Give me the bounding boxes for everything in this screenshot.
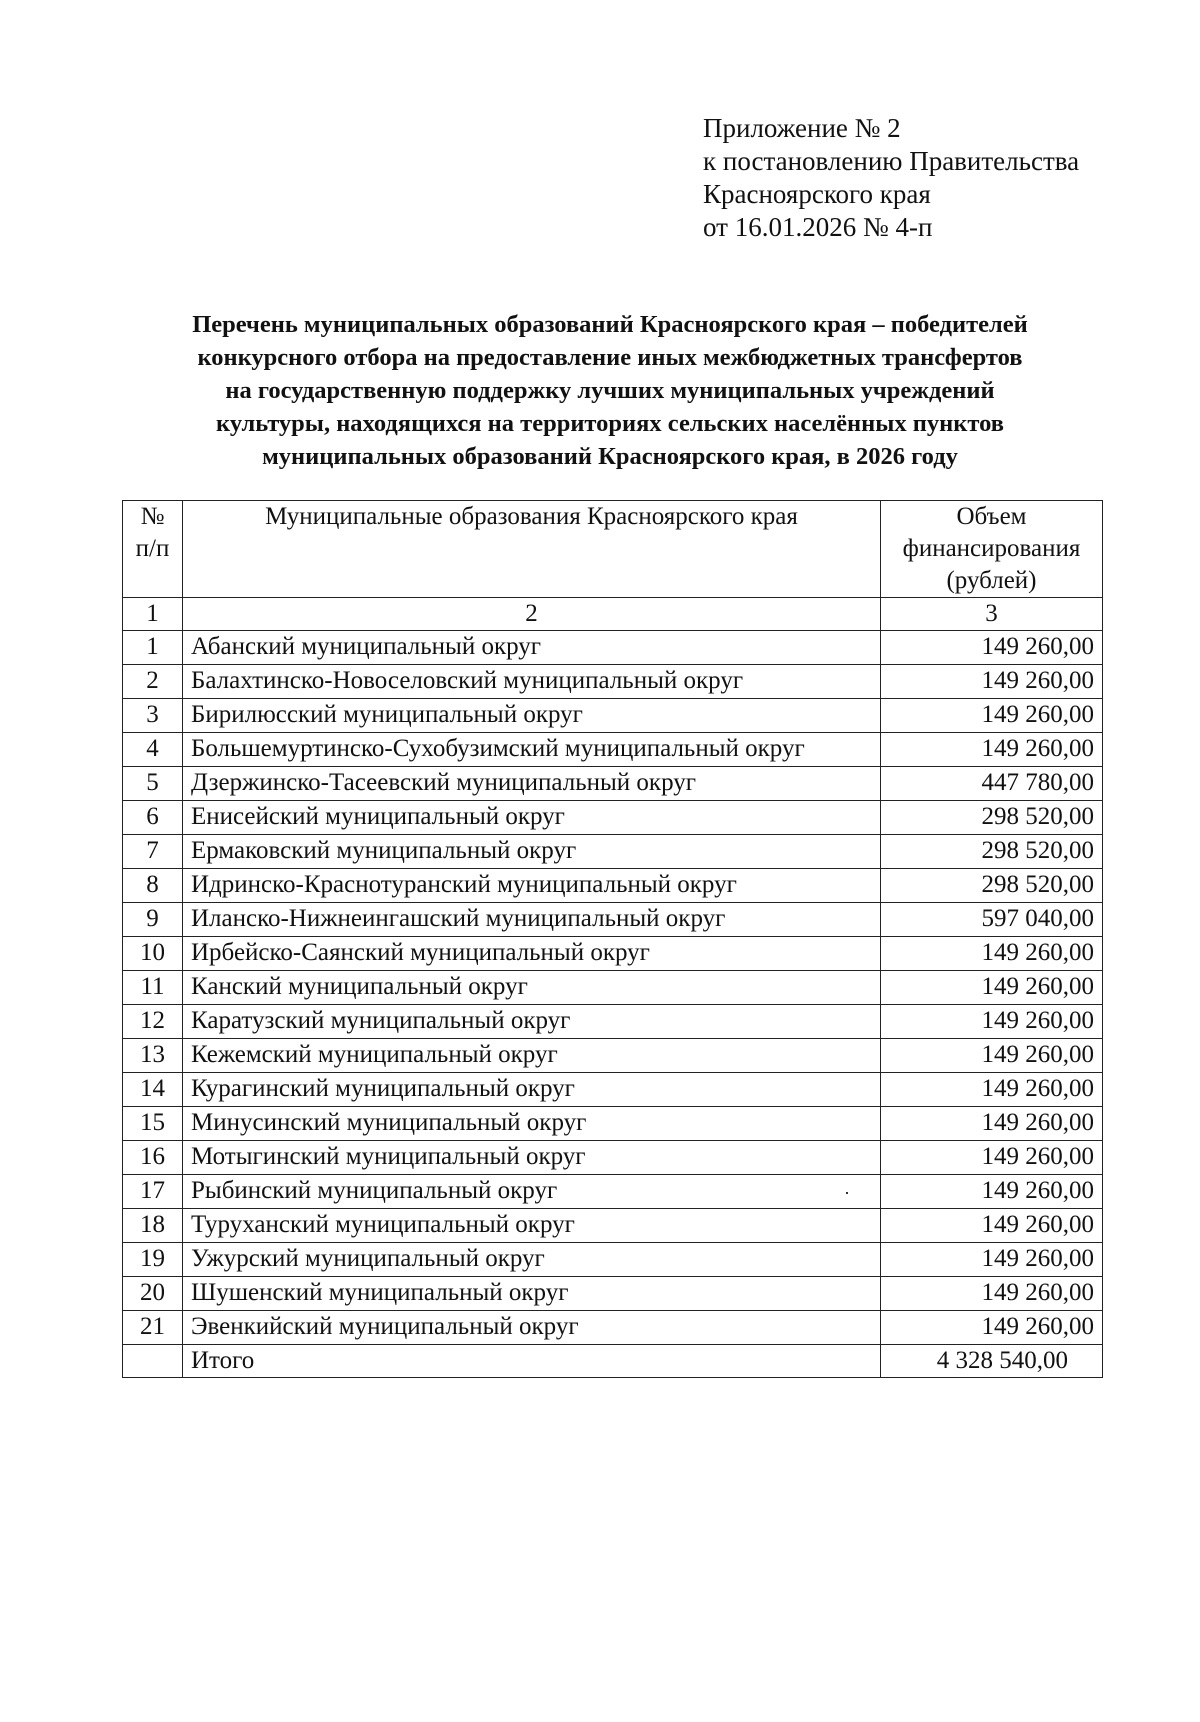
row-amount: 149 260,00 [881, 1005, 1103, 1039]
table-row [123, 631, 1103, 665]
row-number: 17 [123, 1175, 183, 1209]
row-number: 12 [123, 1005, 183, 1039]
funding-table [122, 500, 1103, 1378]
row-number: 6 [123, 801, 183, 835]
row-number: 10 [123, 937, 183, 971]
column-number: 2 [183, 598, 881, 631]
row-number: 8 [123, 869, 183, 903]
table-row [123, 1073, 1103, 1107]
table-row [123, 1175, 1103, 1209]
column-number: 3 [881, 598, 1103, 631]
row-municipality: Канский муниципальный округ [183, 971, 881, 1005]
row-municipality: Шушенский муниципальный округ [183, 1277, 881, 1311]
table-row [123, 733, 1103, 767]
row-municipality: Эвенкийский муниципальный округ [183, 1311, 881, 1345]
total-row [123, 1345, 1103, 1378]
appendix-resolution: к постановлению Правительства [703, 146, 1080, 176]
table-row [123, 801, 1103, 835]
table-row [123, 1005, 1103, 1039]
table-row [123, 1209, 1103, 1243]
title-line: на государственную поддержку лучших муниципальных учреждений [225, 377, 995, 404]
header-number-symbol: № [140, 503, 165, 530]
title-line: конкурсного отбора на предоставление иных межбюджетных трансфертов [197, 344, 1023, 371]
header-amount-line: (рублей) [946, 567, 1037, 594]
row-number: 19 [123, 1243, 183, 1277]
row-municipality: Ермаковский муниципальный округ [183, 835, 881, 869]
table-row [123, 835, 1103, 869]
row-amount: 149 260,00 [881, 1311, 1103, 1345]
row-amount: 597 040,00 [881, 903, 1103, 937]
row-amount: 149 260,00 [881, 1107, 1103, 1141]
row-municipality: Балахтинско-Новоселовский муниципальный округ [183, 665, 881, 699]
table-row [123, 699, 1103, 733]
row-amount: 149 260,00 [881, 733, 1103, 767]
table-row [123, 1141, 1103, 1175]
table-row [123, 1311, 1103, 1345]
row-municipality: Иланско-Нижнеингашский муниципальный округ [183, 903, 881, 937]
row-municipality: Курагинский муниципальный округ [183, 1073, 881, 1107]
row-municipality: Мотыгинский муниципальный округ [183, 1141, 881, 1175]
appendix-date: от 16.01.2026 № 4-п [703, 212, 933, 242]
row-amount: 149 260,00 [881, 665, 1103, 699]
row-number: 18 [123, 1209, 183, 1243]
row-amount: 149 260,00 [881, 1175, 1103, 1209]
appendix-reference [703, 112, 1079, 244]
row-number: 11 [123, 971, 183, 1005]
table-row [123, 1277, 1103, 1311]
row-municipality: Дзержинско-Тасеевский муниципальный округ [183, 767, 881, 801]
row-municipality: Ужурский муниципальный округ [183, 1243, 881, 1277]
row-amount: 298 520,00 [881, 835, 1103, 869]
title-line: культуры, находящихся на территориях сельских населённых пунктов [216, 410, 1004, 437]
column-number: 1 [123, 598, 183, 631]
header-amount-line: Объем [956, 503, 1027, 530]
table-row [123, 767, 1103, 801]
row-number: 4 [123, 733, 183, 767]
row-amount: 149 260,00 [881, 971, 1103, 1005]
appendix-number: Приложение № 2 [703, 113, 901, 143]
row-number: 15 [123, 1107, 183, 1141]
table-row [123, 665, 1103, 699]
table-row [123, 903, 1103, 937]
table-row [123, 869, 1103, 903]
row-municipality: Минусинский муниципальный округ [183, 1107, 881, 1141]
row-municipality: Туруханский муниципальный округ [183, 1209, 881, 1243]
row-number: 16 [123, 1141, 183, 1175]
row-municipality: Ирбейско-Саянский муниципальный округ [183, 937, 881, 971]
table-row [123, 1039, 1103, 1073]
row-number: 5 [123, 767, 183, 801]
row-municipality: Большемуртинско-Сухобузимский муниципальный округ [183, 733, 881, 767]
table-row [123, 1243, 1103, 1277]
row-amount: 149 260,00 [881, 1141, 1103, 1175]
row-municipality: Бирилюсский муниципальный округ [183, 699, 881, 733]
row-amount: 149 260,00 [881, 937, 1103, 971]
row-number: 21 [123, 1311, 183, 1345]
row-number: 13 [123, 1039, 183, 1073]
document-title [110, 308, 1110, 473]
title-line: Перечень муниципальных образований Красноярского края – победителей [192, 311, 1028, 338]
total-amount: 4 328 540,00 [881, 1345, 1103, 1378]
row-amount: 149 260,00 [881, 1243, 1103, 1277]
header-number-abbr: п/п [135, 535, 170, 562]
row-amount: 149 260,00 [881, 631, 1103, 665]
row-municipality: Идринско-Краснотуранский муниципальный округ [183, 869, 881, 903]
row-amount: 149 260,00 [881, 1039, 1103, 1073]
row-number: 2 [123, 665, 183, 699]
row-amount: 149 260,00 [881, 1277, 1103, 1311]
row-number: 1 [123, 631, 183, 665]
row-municipality: Абанский муниципальный округ [183, 631, 881, 665]
row-number: 20 [123, 1277, 183, 1311]
header-municipality: Муниципальные образования Красноярского края [183, 501, 881, 598]
row-municipality: Каратузский муниципальный округ [183, 1005, 881, 1039]
header-amount-line: финансирования [902, 535, 1081, 562]
row-amount: 149 260,00 [881, 1209, 1103, 1243]
title-line: муниципальных образований Красноярского края, в 2026 году [262, 443, 958, 470]
table-header-row [123, 501, 1103, 598]
total-number-cell [123, 1345, 183, 1378]
row-amount: 298 520,00 [881, 801, 1103, 835]
appendix-region: Красноярского края [703, 179, 931, 209]
header-amount [881, 501, 1103, 598]
total-label: Итого [183, 1345, 881, 1378]
column-number-row [123, 598, 1103, 631]
row-amount: 447 780,00 [881, 767, 1103, 801]
row-municipality: Рыбинский муниципальный округ [183, 1175, 881, 1209]
row-number: 7 [123, 835, 183, 869]
table-row [123, 1107, 1103, 1141]
row-municipality: Кежемский муниципальный округ [183, 1039, 881, 1073]
row-number: 3 [123, 699, 183, 733]
row-amount: 149 260,00 [881, 699, 1103, 733]
row-amount: 149 260,00 [881, 1073, 1103, 1107]
table-row [123, 971, 1103, 1005]
scan-speck [846, 1192, 848, 1194]
row-municipality: Енисейский муниципальный округ [183, 801, 881, 835]
table-row [123, 937, 1103, 971]
row-number: 14 [123, 1073, 183, 1107]
header-number [123, 501, 183, 598]
row-number: 9 [123, 903, 183, 937]
table-body [123, 631, 1103, 1345]
row-amount: 298 520,00 [881, 869, 1103, 903]
